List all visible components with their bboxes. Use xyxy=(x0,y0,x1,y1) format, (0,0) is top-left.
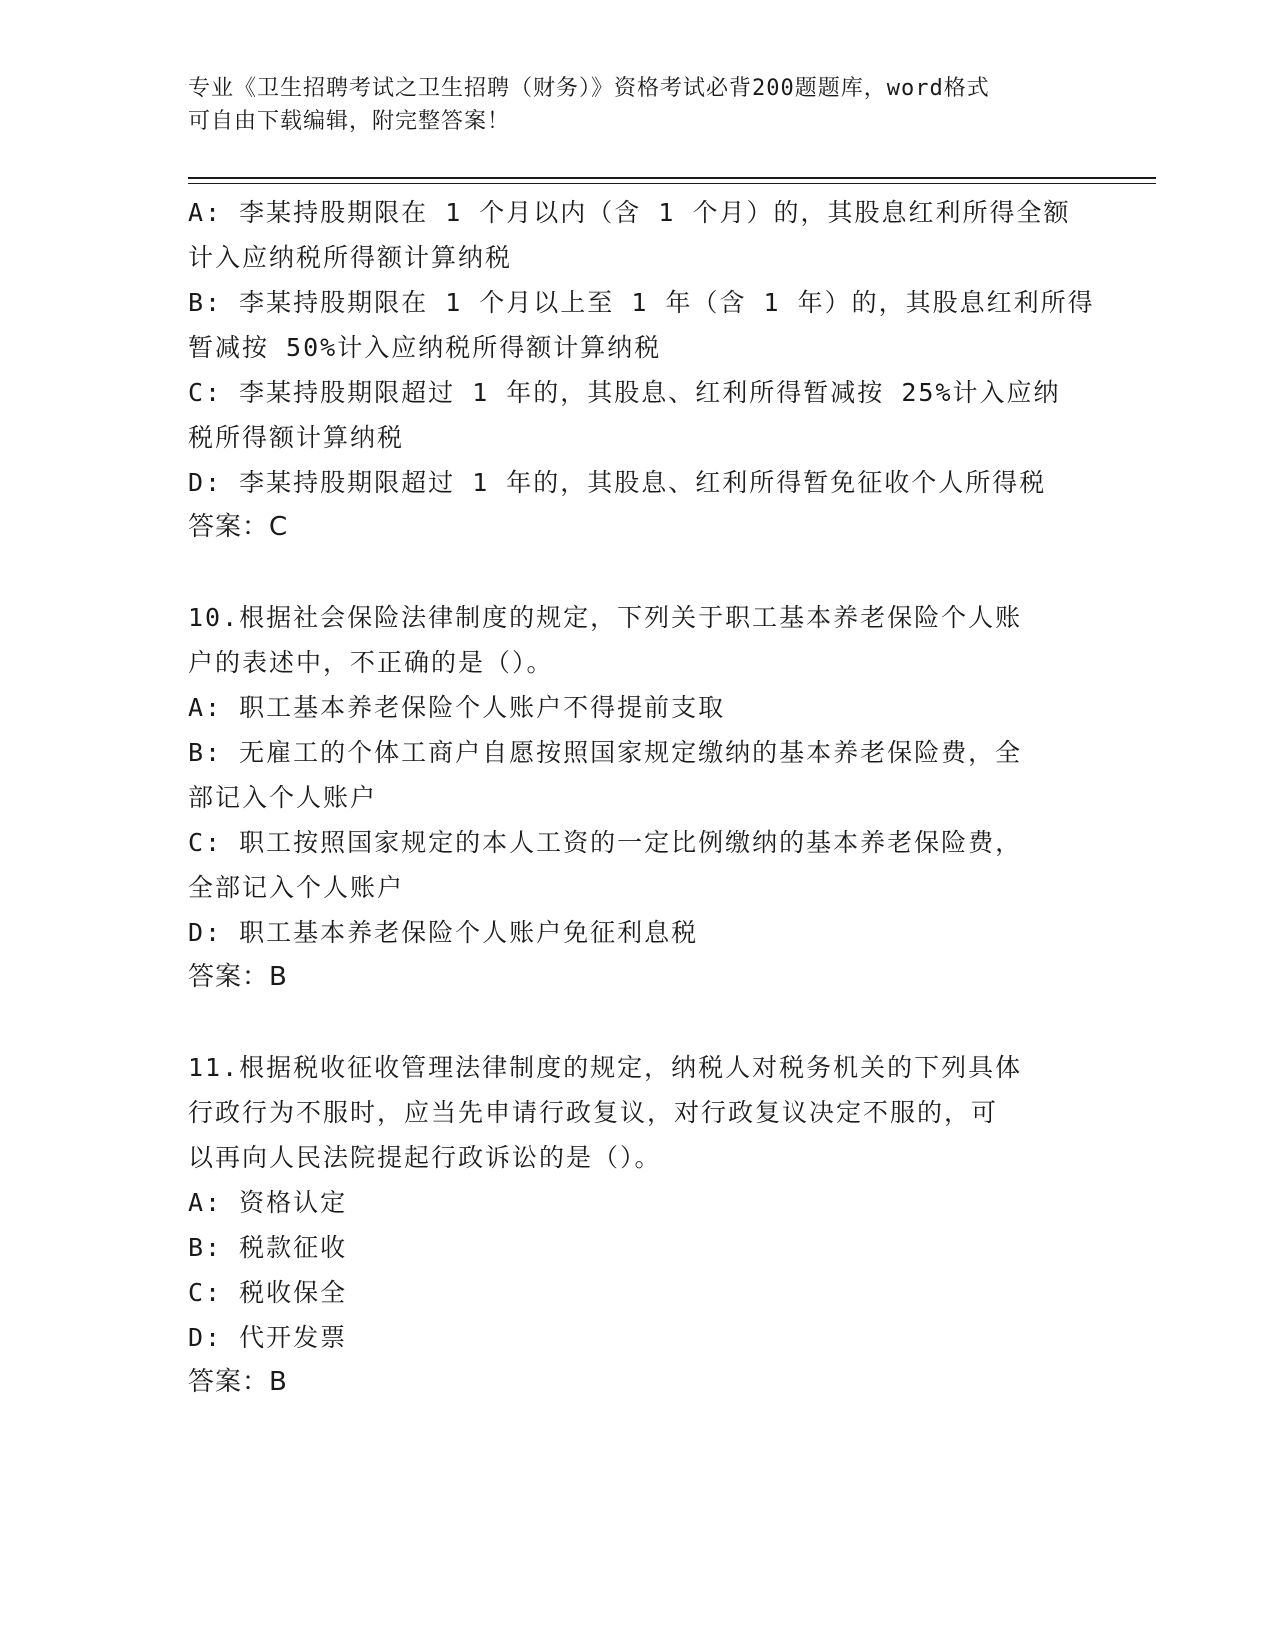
q9-option-b-line-2: 暂减按 50%计入应纳税所得额计算纳税 xyxy=(188,333,662,362)
question-spacer xyxy=(188,1000,1088,1045)
q10-answer: 答案：B xyxy=(188,962,288,992)
q10-option-a: A: 职工基本养老保险个人账户不得提前支取 xyxy=(188,693,726,722)
q11-option-d: D: 代开发票 xyxy=(188,1323,348,1352)
q10-option-b-line-2: 部记入个人账户 xyxy=(188,783,378,812)
question-10-block xyxy=(188,595,1088,1000)
q10-option-d: D: 职工基本养老保险个人账户免征利息税 xyxy=(188,918,699,947)
header-line-1: 专业《卫生招聘考试之卫生招聘（财务）》资格考试必背200题题库，word格式 xyxy=(188,76,990,101)
q9-option-d: D: 李某持股期限超过 1 年的，其股息、红利所得暂免征收个人所得税 xyxy=(188,468,1047,497)
q11-stem-line-1: 11.根据税收征收管理法律制度的规定，纳税人对税务机关的下列具体 xyxy=(188,1053,1023,1082)
q9-option-a-line-2: 计入应纳税所得额计算纳税 xyxy=(188,243,513,272)
q10-option-b-line-1: B: 无雇工的个体工商户自愿按照国家规定缴纳的基本养老保险费，全 xyxy=(188,738,1023,767)
q11-option-c: C: 税收保全 xyxy=(188,1278,348,1307)
q11-stem-line-2: 行政行为不服时，应当先申请行政复议，对行政复议决定不服的，可 xyxy=(188,1098,999,1127)
q10-stem-line-1: 10.根据社会保险法律制度的规定，下列关于职工基本养老保险个人账 xyxy=(188,603,1023,632)
q10-option-c-line-1: C: 职工按照国家规定的本人工资的一定比例缴纳的基本养老保险费， xyxy=(188,828,1023,857)
q11-stem-line-3: 以再向人民法院提起行政诉讼的是（）。 xyxy=(188,1143,662,1172)
q9-option-a-line-1: A: 李某持股期限在 1 个月以内（含 1 个月）的，其股息红利所得全额 xyxy=(188,198,1071,227)
header-divider-thick xyxy=(188,177,1156,179)
question-spacer xyxy=(188,550,1088,595)
question-list xyxy=(188,190,1095,1405)
document-header xyxy=(188,72,1088,138)
q9-option-c-line-1: C: 李某持股期限超过 1 年的，其股息、红利所得暂减按 25%计入应纳 xyxy=(188,378,1061,407)
header-line-2: 可自由下载编辑，附完整答案！ xyxy=(188,109,511,134)
q11-answer: 答案：B xyxy=(188,1367,288,1397)
header-divider-thin xyxy=(188,183,1156,184)
q11-option-a: A: 资格认定 xyxy=(188,1188,348,1217)
q9-option-b-line-1: B: 李某持股期限在 1 个月以上至 1 年（含 1 年）的，其股息红利所得 xyxy=(188,288,1095,317)
q9-option-c-line-2: 税所得额计算纳税 xyxy=(188,423,405,452)
q10-stem-line-2: 户的表述中，不正确的是（）。 xyxy=(188,648,554,677)
q11-option-b: B: 税款征收 xyxy=(188,1233,348,1262)
q9-answer: 答案：C xyxy=(188,512,289,542)
question-9-block xyxy=(188,190,1095,550)
question-11-block xyxy=(188,1045,1088,1405)
q10-option-c-line-2: 全部记入个人账户 xyxy=(188,873,405,902)
